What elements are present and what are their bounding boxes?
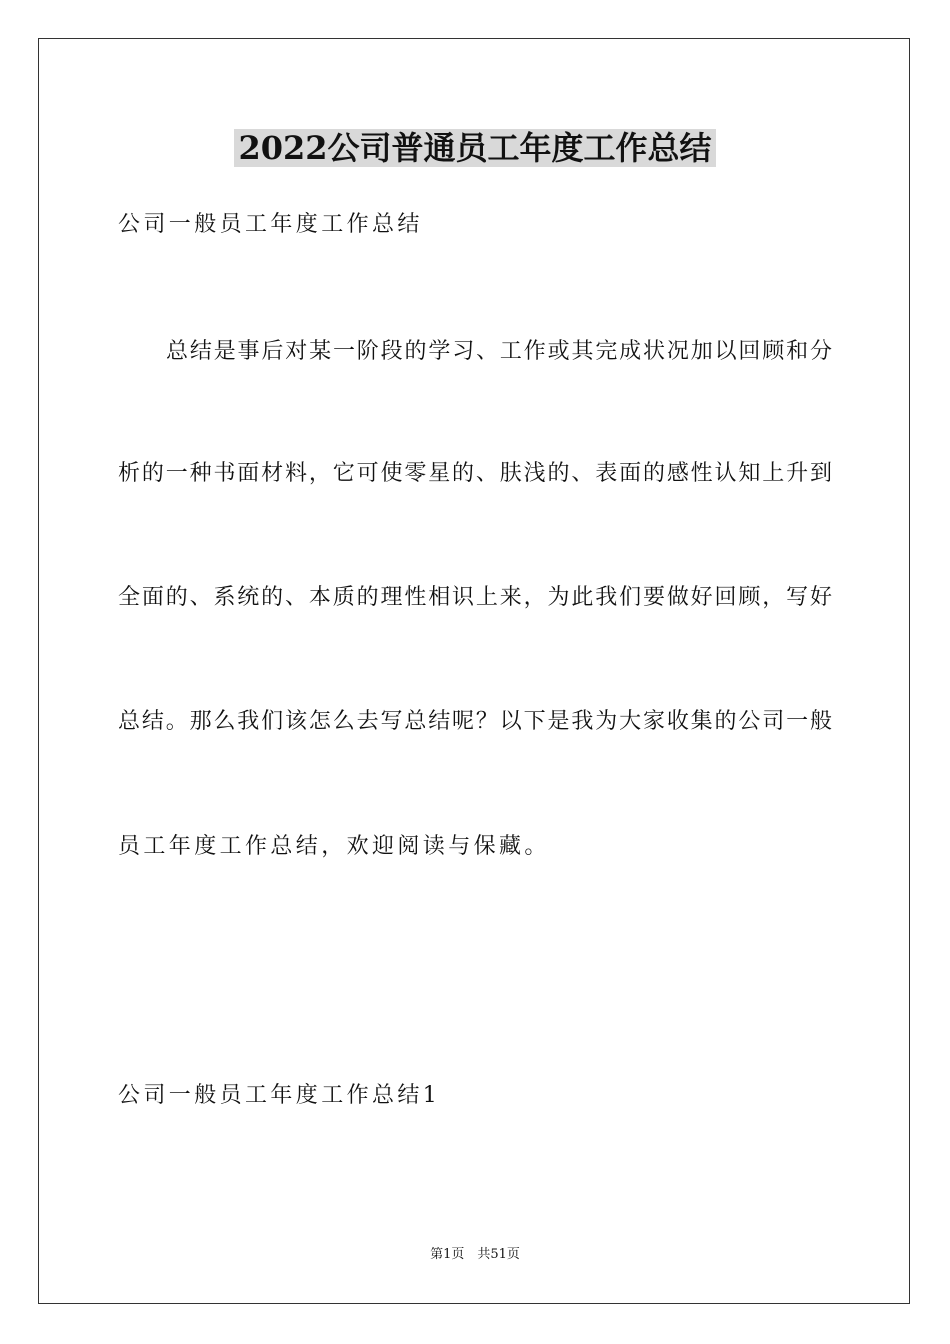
paragraph-line-2: 析的一种书面材料，它可使零星的、肤浅的、表面的感性认知上升到 [118, 461, 832, 486]
paragraph-line-5: 员工年度工作总结，欢迎阅读与保藏。 [118, 834, 550, 859]
document-title [0, 126, 950, 170]
page-number-footer: 第1页 共51页 [430, 1247, 520, 1262]
document-title-text: 2022公司普通员工年度工作总结 [234, 129, 715, 167]
section-heading: 公司一般员工年度工作总结1 [118, 1083, 441, 1108]
paragraph-line-4: 总结。那么我们该怎么去写总结呢？以下是我为大家收集的公司一般 [118, 709, 832, 734]
paragraph-line-3: 全面的、系统的、本质的理性相识上来，为此我们要做好回顾，写好 [118, 585, 832, 610]
paragraph-line-1: 总结是事后对某一阶段的学习、工作或其完成状况加以回顾和分 [166, 339, 832, 364]
document-subtitle: 公司一般员工年度工作总结 [118, 212, 423, 237]
